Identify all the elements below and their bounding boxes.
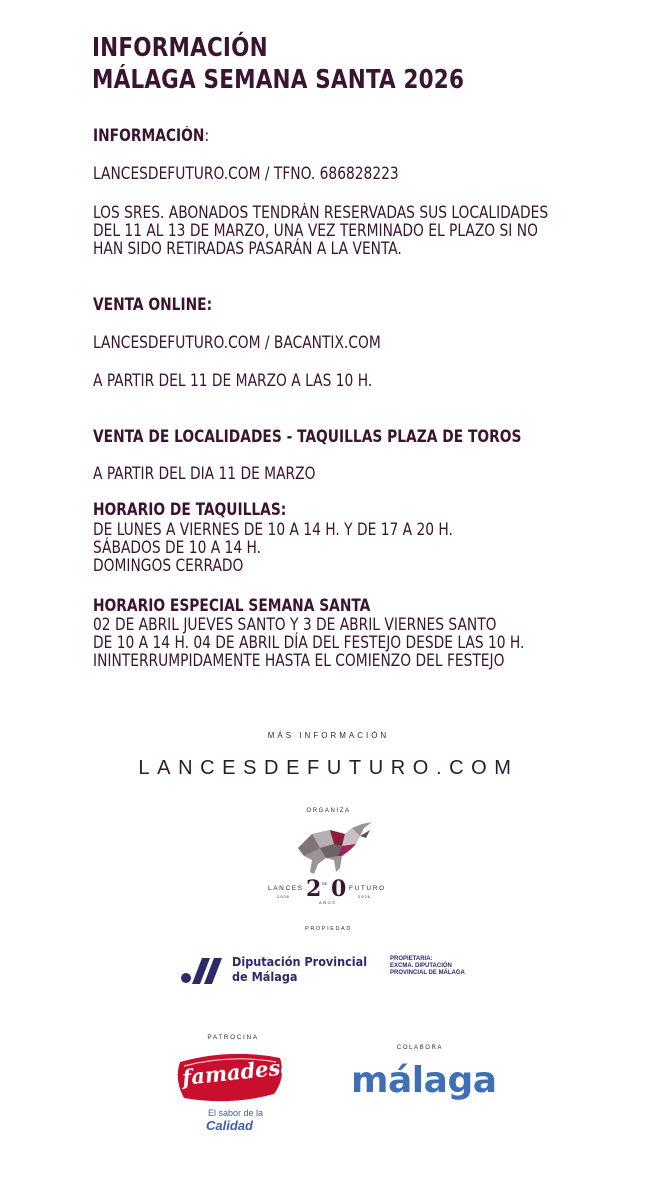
diputacion-logo <box>180 952 480 988</box>
propiedad-label: PROPIEDAD <box>305 926 352 932</box>
organiza-label: ORGANIZA <box>306 808 351 814</box>
famadesa-slogan-1: El sabor de la <box>208 1108 264 1118</box>
info-heading-colon: : <box>204 126 210 145</box>
diputacion-side-2: EXCMA. DIPUTACIÓN <box>390 963 452 969</box>
diputacion-line-2: de Málaga <box>232 969 298 984</box>
diputacion-mark-icon <box>180 956 226 984</box>
famadesa-logo <box>174 1048 295 1134</box>
lances-right-text: FUTURO <box>349 885 386 892</box>
info-contact: LANCESDEFUTURO.COM / TFNO. 686828223 <box>93 164 399 183</box>
mas-informacion-label: MÁS INFORMACIÓN <box>267 731 390 740</box>
lances-year-right: 2026 <box>358 894 371 899</box>
lances-de: DE <box>322 881 328 886</box>
page-title <box>92 32 464 96</box>
abonados-line-1: LOS SRES. ABONADOS TENDRÁN RESERVADAS SUS LOCALIDADES <box>93 203 549 222</box>
famadesa-slogan-2: Calidad <box>206 1118 253 1133</box>
lances-two: 2 <box>306 876 322 902</box>
especial-line-3: ININTERRUMPIDAMENTE HASTA EL COMIENZO DEL FESTEJO <box>93 651 505 670</box>
info-abonados <box>93 204 548 258</box>
famadesa-brand: famadesa <box>180 1053 295 1091</box>
horario-line-1: DE LUNES A VIERNES DE 10 A 14 H. Y DE 17 A 20 H. <box>93 520 453 539</box>
lances-anos: AÑOS <box>319 900 337 905</box>
colabora-label: COLABORA <box>396 1045 444 1051</box>
patrocina-label: PATROCINA <box>207 1034 259 1041</box>
especial-line-2: DE 10 A 14 H. 04 DE ABRIL DÍA DEL FESTEJO DESDE LAS 10 H. <box>93 633 525 652</box>
lances-zero: 0 <box>331 876 347 902</box>
malaga-logo: málaga <box>351 1060 497 1101</box>
info-heading <box>93 126 209 145</box>
online-from: A PARTIR DEL 11 DE MARZO A LAS 10 H. <box>93 371 373 390</box>
online-sites: LANCESDEFUTURO.COM / BACANTIX.COM <box>93 333 381 352</box>
taquillas-from: A PARTIR DEL DIA 11 DE MARZO <box>93 464 316 483</box>
especial-heading: HORARIO ESPECIAL SEMANA SANTA <box>93 596 371 615</box>
online-heading: VENTA ONLINE: <box>93 295 213 314</box>
info-heading-text: INFORMACIÓN <box>93 126 205 145</box>
horario-heading: HORARIO DE TAQUILLAS: <box>93 500 287 519</box>
diputacion-side-1: PROPIETARIA: <box>390 956 433 962</box>
bull-logo <box>290 820 380 878</box>
taquillas-heading: VENTA DE LOCALIDADES - TAQUILLAS PLAZA DE TOROS <box>93 427 522 446</box>
title-line-1: INFORMACIÓN <box>92 33 268 63</box>
horario-line-2: SÁBADOS DE 10 A 14 H. <box>93 538 262 557</box>
especial-lines <box>93 616 524 670</box>
horario-line-3: DOMINGOS CERRADO <box>93 556 244 575</box>
website-link[interactable]: LANCESDEFUTURO.COM <box>138 757 519 779</box>
title-line-2: MÁLAGA SEMANA SANTA 2026 <box>92 65 465 95</box>
diputacion-line-1: Diputación Provincial <box>232 954 368 969</box>
abonados-line-3: HAN SIDO RETIRADAS PASARÁN A LA VENTA. <box>93 239 402 258</box>
lances-logo <box>265 878 395 908</box>
lances-left-text: LANCES <box>268 885 304 892</box>
abonados-line-2: DEL 11 AL 13 DE MARZO, UNA VEZ TERMINADO EL PLAZO SI NO <box>93 221 538 240</box>
lances-year-left: 2006 <box>277 894 290 899</box>
especial-line-1: 02 DE ABRIL JUEVES SANTO Y 3 DE ABRIL VIERNES SANTO <box>93 615 497 634</box>
horario-lines <box>93 521 453 575</box>
diputacion-side-3: PROVINCIAL DE MÁLAGA <box>390 970 465 976</box>
